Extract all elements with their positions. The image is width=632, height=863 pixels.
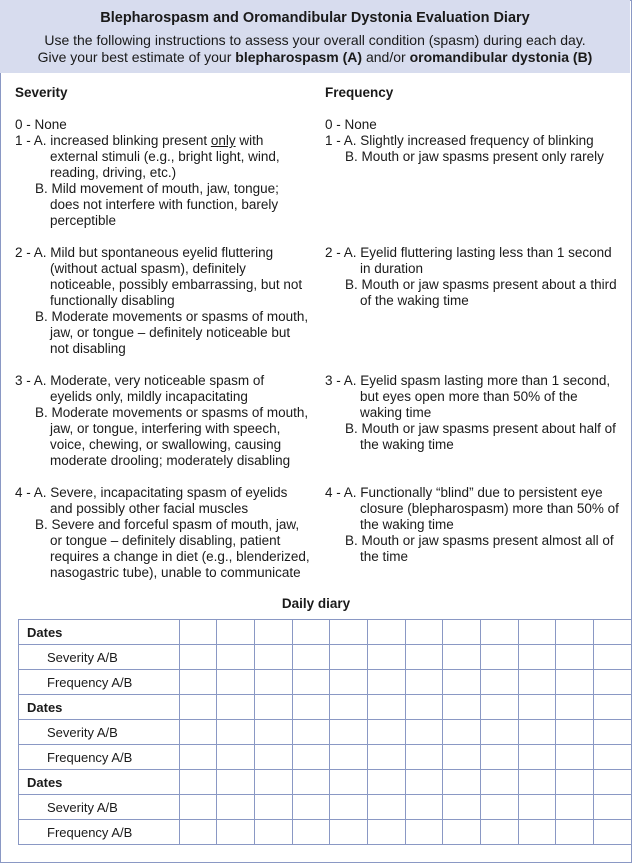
- diary-entry-cell[interactable]: [443, 820, 481, 845]
- diary-entry-cell[interactable]: [179, 770, 217, 795]
- diary-entry-cell[interactable]: [254, 645, 292, 670]
- diary-entry-cell[interactable]: [556, 645, 594, 670]
- header-banner: [0, 0, 630, 73]
- diary-entry-cell[interactable]: [518, 645, 556, 670]
- diary-entry-cell[interactable]: [594, 645, 632, 670]
- diary-entry-cell[interactable]: [405, 720, 443, 745]
- diary-row: [19, 795, 632, 820]
- diary-dates-label: Dates: [19, 620, 180, 645]
- diary-entry-cell[interactable]: [330, 670, 368, 695]
- diary-entry-cell[interactable]: [481, 720, 519, 745]
- severity-3a: 3 - A. Moderate, very noticeable spasm of: [15, 373, 265, 388]
- severity-4b-line3: requires a change in diet (e.g., blenderized,: [50, 549, 310, 564]
- diary-entry-cell[interactable]: [292, 770, 330, 795]
- severity-3b-line4: moderate drooling; moderately disabling: [50, 453, 291, 468]
- diary-row: [19, 670, 632, 695]
- diary-entry-cell[interactable]: [556, 795, 594, 820]
- severity-3a-line2: eyelids only, mildly incapacitating: [50, 389, 248, 404]
- diary-entry-cell[interactable]: [179, 820, 217, 845]
- daily-diary-table: [18, 619, 632, 845]
- diary-entry-cell[interactable]: [368, 695, 406, 720]
- diary-entry-cell[interactable]: [405, 795, 443, 820]
- instruction-text: and/or: [362, 49, 410, 65]
- diary-entry-cell[interactable]: [481, 770, 519, 795]
- diary-entry-cell[interactable]: [217, 695, 255, 720]
- severity-0: 0 - None: [15, 117, 67, 132]
- diary-entry-cell[interactable]: [405, 820, 443, 845]
- diary-entry-cell[interactable]: [330, 745, 368, 770]
- instruction-bold-b: oromandibular dystonia (B): [409, 49, 593, 65]
- diary-entry-cell[interactable]: [594, 820, 632, 845]
- frequency-0: 0 - None: [325, 117, 377, 132]
- diary-entry-cell[interactable]: [481, 745, 519, 770]
- diary-entry-cell[interactable]: [292, 745, 330, 770]
- severity-2b: B. Moderate movements or spasms of mouth,: [35, 309, 309, 324]
- diary-entry-cell[interactable]: [594, 695, 632, 720]
- diary-entry-cell[interactable]: [292, 670, 330, 695]
- diary-entry-cell[interactable]: [405, 770, 443, 795]
- diary-entry-cell[interactable]: [443, 670, 481, 695]
- frequency-4a: 4 - A. Functionally “blind” due to persistent eye: [325, 485, 603, 500]
- severity-2b-line3: not disabling: [50, 341, 126, 356]
- diary-entry-cell[interactable]: [254, 695, 292, 720]
- diary-entry-cell[interactable]: [518, 720, 556, 745]
- severity-4b-line2: or tongue – definitely disabling, patient: [50, 533, 281, 548]
- diary-entry-cell[interactable]: [594, 770, 632, 795]
- diary-entry-cell[interactable]: [556, 770, 594, 795]
- diary-entry-cell[interactable]: [217, 745, 255, 770]
- diary-entry-cell[interactable]: [443, 620, 481, 645]
- frequency-4b-line2: the time: [360, 549, 409, 564]
- diary-row-label: Severity A/B: [19, 645, 180, 670]
- frequency-3a-line2: but eyes open more than 50% of the: [360, 389, 578, 404]
- frequency-1b: B. Mouth or jaw spasms present only rarely: [345, 149, 604, 164]
- severity-4b: B. Severe and forceful spasm of mouth, jaw,: [35, 517, 300, 532]
- severity-2a: 2 - A. Mild but spontaneous eyelid fluttering: [15, 245, 274, 260]
- severity-2a-line3: noticeable, possibly embarrassing, but not: [50, 277, 303, 292]
- diary-entry-cell[interactable]: [368, 745, 406, 770]
- diary-entry-cell[interactable]: [254, 820, 292, 845]
- diary-entry-cell[interactable]: [443, 795, 481, 820]
- diary-entry-cell[interactable]: [518, 745, 556, 770]
- severity-4b-line4: nasogastric tube), unable to communicate: [50, 565, 301, 580]
- diary-entry-cell[interactable]: [481, 695, 519, 720]
- frequency-1a: 1 - A. Slightly increased frequency of blinking: [325, 133, 594, 148]
- severity-4a-line2: and possibly other facial muscles: [50, 501, 249, 516]
- frequency-2b: B. Mouth or jaw spasms present about a third: [345, 277, 617, 292]
- diary-row-label: Frequency A/B: [19, 820, 180, 845]
- diary-entry-cell[interactable]: [292, 695, 330, 720]
- frequency-heading: Frequency: [325, 85, 394, 100]
- frequency-2a-line2: in duration: [360, 261, 424, 276]
- severity-4a: 4 - A. Severe, incapacitating spasm of eyelids: [15, 485, 288, 500]
- frequency-4a-line3: the waking time: [360, 517, 454, 532]
- diary-dates-label: Dates: [19, 695, 180, 720]
- diary-entry-cell[interactable]: [556, 820, 594, 845]
- diary-entry-cell[interactable]: [330, 720, 368, 745]
- instruction-line-1: Use the following instructions to assess your overall condition (spasm) during each day.: [44, 32, 586, 48]
- frequency-2a: 2 - A. Eyelid fluttering lasting less than 1 second: [325, 245, 612, 260]
- diary-entry-cell[interactable]: [368, 670, 406, 695]
- severity-1a: [15, 133, 263, 149]
- diary-row-label: Frequency A/B: [19, 745, 180, 770]
- diary-entry-cell[interactable]: [518, 795, 556, 820]
- severity-2a-line2: (without actual spasm), definitely: [50, 261, 246, 276]
- diary-entry-cell[interactable]: [217, 720, 255, 745]
- diary-entry-cell[interactable]: [594, 620, 632, 645]
- diary-entry-cell[interactable]: [292, 620, 330, 645]
- severity-1b-line2: does not interfere with function, barely: [50, 197, 279, 212]
- diary-entry-cell[interactable]: [179, 720, 217, 745]
- diary-row: [19, 820, 632, 845]
- diary-entry-cell[interactable]: [330, 695, 368, 720]
- diary-entry-cell[interactable]: [594, 720, 632, 745]
- diary-entry-cell[interactable]: [330, 770, 368, 795]
- severity-1a-line3: reading, driving, etc.): [50, 165, 177, 180]
- diary-entry-cell[interactable]: [368, 795, 406, 820]
- diary-entry-cell[interactable]: [292, 720, 330, 745]
- diary-dates-label: Dates: [19, 770, 180, 795]
- diary-entry-cell[interactable]: [292, 645, 330, 670]
- diary-entry-cell[interactable]: [254, 670, 292, 695]
- diary-row-label: Severity A/B: [19, 720, 180, 745]
- diary-entry-cell[interactable]: [368, 820, 406, 845]
- diary-entry-cell[interactable]: [217, 670, 255, 695]
- page-title: Blepharospasm and Oromandibular Dystonia Evaluation Diary: [100, 10, 530, 26]
- diary-entry-cell[interactable]: [292, 795, 330, 820]
- diary-entry-cell[interactable]: [179, 795, 217, 820]
- diary-entry-cell[interactable]: [443, 695, 481, 720]
- diary-entry-cell[interactable]: [518, 670, 556, 695]
- diary-entry-cell[interactable]: [179, 695, 217, 720]
- diary-entry-cell[interactable]: [518, 820, 556, 845]
- diary-entry-cell[interactable]: [179, 620, 217, 645]
- instruction-text: Give your best estimate of your: [37, 49, 236, 65]
- diary-entry-cell[interactable]: [330, 620, 368, 645]
- frequency-3a-line3: waking time: [360, 405, 432, 420]
- diary-entry-cell[interactable]: [179, 745, 217, 770]
- frequency-3b: B. Mouth or jaw spasms present about half of: [345, 421, 616, 436]
- diary-entry-cell[interactable]: [254, 770, 292, 795]
- frequency-4a-line2: closure (blepharospasm) more than 50% of: [360, 501, 619, 516]
- diary-entry-cell[interactable]: [254, 620, 292, 645]
- diary-entry-cell[interactable]: [594, 670, 632, 695]
- diary-entry-cell[interactable]: [518, 695, 556, 720]
- diary-row: [19, 720, 632, 745]
- diary-entry-cell[interactable]: [443, 770, 481, 795]
- severity-underline: only: [210, 133, 236, 148]
- diary-entry-cell[interactable]: [481, 820, 519, 845]
- diary-row-label: Severity A/B: [19, 795, 180, 820]
- diary-entry-cell[interactable]: [217, 645, 255, 670]
- severity-1a-line2: external stimuli (e.g., bright light, wind,: [50, 149, 280, 164]
- diary-entry-cell[interactable]: [179, 670, 217, 695]
- diary-entry-cell[interactable]: [443, 720, 481, 745]
- severity-3b-line2: jaw, or tongue, interfering with speech,: [50, 421, 281, 436]
- diary-entry-cell[interactable]: [330, 645, 368, 670]
- severity-1b: B. Mild movement of mouth, jaw, tongue;: [35, 181, 279, 196]
- diary-entry-cell[interactable]: [368, 620, 406, 645]
- diary-entry-cell[interactable]: [405, 670, 443, 695]
- diary-entry-cell[interactable]: [217, 795, 255, 820]
- diary-entry-cell[interactable]: [556, 745, 594, 770]
- diary-entry-cell[interactable]: [481, 795, 519, 820]
- frequency-3b-line2: the waking time: [360, 437, 454, 452]
- diary-entry-cell[interactable]: [368, 645, 406, 670]
- diary-entry-cell[interactable]: [368, 770, 406, 795]
- diary-entry-cell[interactable]: [405, 745, 443, 770]
- diary-entry-cell[interactable]: [217, 820, 255, 845]
- frequency-4b: B. Mouth or jaw spasms present almost all of: [345, 533, 614, 548]
- diary-entry-cell[interactable]: [556, 695, 594, 720]
- diary-entry-cell[interactable]: [254, 720, 292, 745]
- diary-entry-cell[interactable]: [556, 720, 594, 745]
- diary-entry-cell[interactable]: [405, 620, 443, 645]
- diary-entry-cell[interactable]: [556, 670, 594, 695]
- frequency-3a: 3 - A. Eyelid spasm lasting more than 1 second,: [325, 373, 611, 388]
- diary-entry-cell[interactable]: [481, 670, 519, 695]
- diary-entry-cell[interactable]: [443, 745, 481, 770]
- daily-diary-title: Daily diary: [281, 596, 351, 611]
- diary-row: [19, 620, 632, 645]
- instruction-line-2: [0, 49, 630, 65]
- diary-entry-cell[interactable]: [368, 720, 406, 745]
- severity-1b-line3: perceptible: [50, 213, 117, 228]
- diary-row: [19, 770, 632, 795]
- diary-entry-cell[interactable]: [594, 795, 632, 820]
- diary-entry-cell[interactable]: [518, 620, 556, 645]
- diary-entry-cell[interactable]: [481, 620, 519, 645]
- diary-entry-cell[interactable]: [405, 645, 443, 670]
- diary-entry-cell[interactable]: [254, 745, 292, 770]
- severity-2a-line4: functionally disabling: [50, 293, 175, 308]
- diary-row: [19, 695, 632, 720]
- diary-entry-cell[interactable]: [254, 795, 292, 820]
- diary-entry-cell[interactable]: [330, 820, 368, 845]
- severity-text: with: [235, 133, 264, 148]
- diary-row: [19, 745, 632, 770]
- diary-entry-cell[interactable]: [481, 645, 519, 670]
- severity-3b: B. Moderate movements or spasms of mouth,: [35, 405, 309, 420]
- diary-entry-cell[interactable]: [594, 745, 632, 770]
- diary-entry-cell[interactable]: [217, 770, 255, 795]
- frequency-2b-line2: of the waking time: [360, 293, 469, 308]
- diary-entry-cell[interactable]: [518, 770, 556, 795]
- diary-entry-cell[interactable]: [292, 820, 330, 845]
- diary-row: [19, 645, 632, 670]
- severity-text: 1 - A. increased blinking present: [15, 133, 211, 148]
- diary-entry-cell[interactable]: [217, 620, 255, 645]
- diary-entry-cell[interactable]: [330, 795, 368, 820]
- diary-entry-cell[interactable]: [405, 695, 443, 720]
- severity-heading: Severity: [15, 85, 68, 100]
- diary-entry-cell[interactable]: [556, 620, 594, 645]
- diary-entry-cell[interactable]: [179, 645, 217, 670]
- severity-3b-line3: voice, chewing, or swallowing, causing: [50, 437, 282, 452]
- diary-row-label: Frequency A/B: [19, 670, 180, 695]
- diary-entry-cell[interactable]: [443, 645, 481, 670]
- instruction-bold-a: blepharospasm (A): [235, 49, 363, 65]
- severity-2b-line2: jaw, or tongue – definitely noticeable but: [50, 325, 291, 340]
